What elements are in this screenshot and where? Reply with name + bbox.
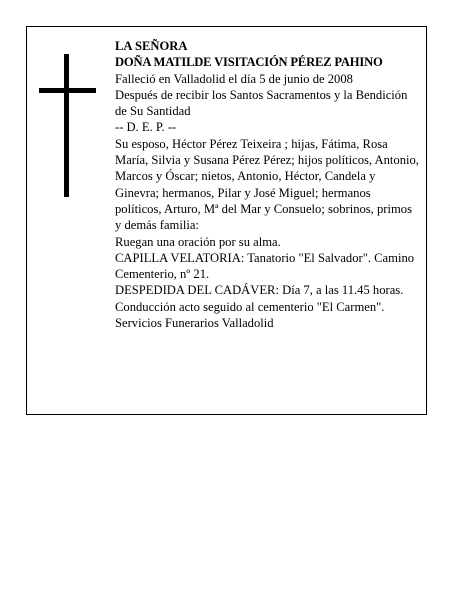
chapel-line: CAPILLA VELATORIA: Tanatorio "El Salvador". Camino Cementerio, nº 21. <box>115 250 415 282</box>
cross-horizontal-bar <box>39 88 96 93</box>
notice-text <box>115 38 420 331</box>
rip-line: -- D. E. P. -- <box>115 120 177 135</box>
cross-icon <box>39 54 96 197</box>
prayer-line: Ruegan una oración por su alma. <box>115 234 281 249</box>
notice-heading: LA SEÑORA <box>115 39 188 53</box>
cross-vertical-bar <box>64 54 69 197</box>
obituary-notice <box>26 26 427 415</box>
sacraments-line: Después de recibir los Santos Sacramentos y la Bendición de Su Santidad <box>115 87 408 119</box>
death-date-line: Falleció en Valladolid el día 5 de junio de 2008 <box>115 71 353 86</box>
deceased-name: DOÑA MATILDE VISITACIÓN PÉREZ PAHINO <box>115 55 383 70</box>
farewell-line: DESPEDIDA DEL CADÁVER: Día 7, a las 11.45 horas. Conducción acto seguido al cementerio "El Carmen". <box>115 283 404 314</box>
family-line: Su esposo, Héctor Pérez Teixeira ; hijas, Fátima, Rosa María, Silvia y Susana Pérez Pérez; hijos políticos, Antonio, Marcos y Óscar; nietos, Antonio, Héctor, Candela y Ginevra; hermanos, Pilar y José Miguel; hermanos políticos, Arturo, Mª del Mar y Consuelo; sobrinos, primos y demás familia: <box>115 136 419 233</box>
funeral-services-line: Servicios Funerarios Valladolid <box>115 316 274 331</box>
